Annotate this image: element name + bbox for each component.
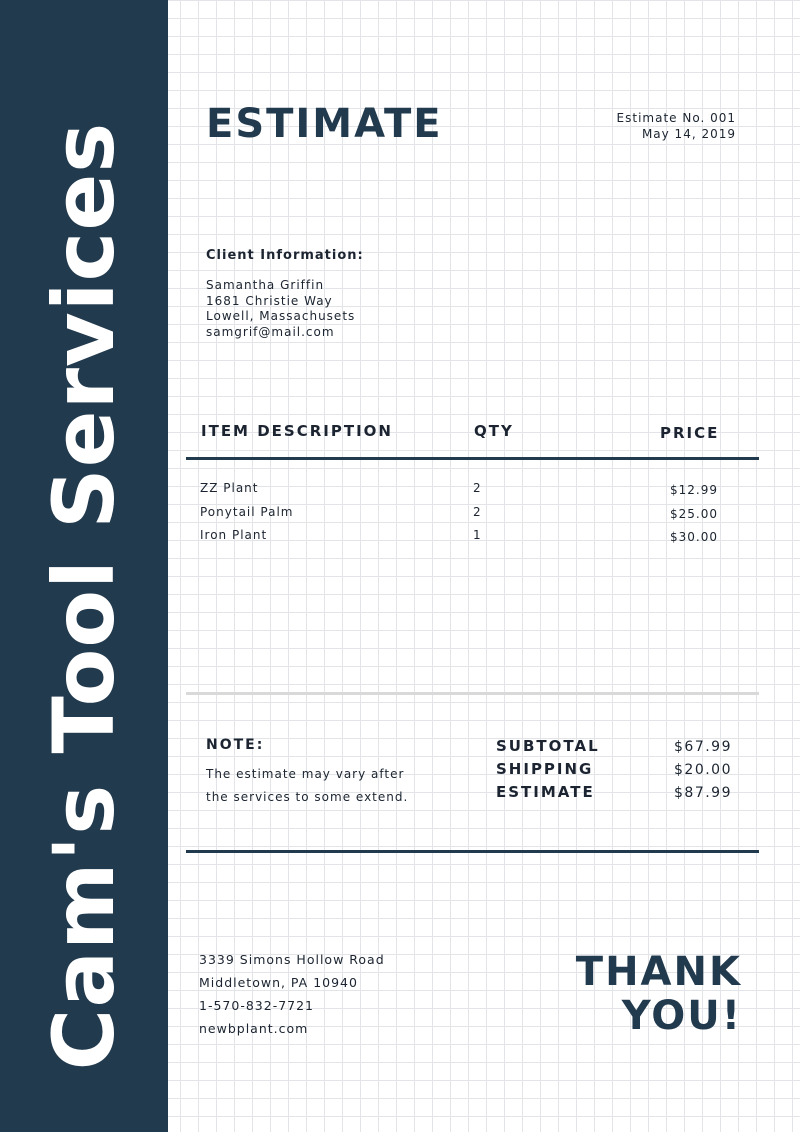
client-address-line2: Lowell, Massachusets [206,309,356,323]
items-table-body [0,481,800,552]
item-qty: 1 [473,528,482,542]
company-street: 3339 Simons Hollow Road [199,952,385,967]
item-description: Iron Plant [200,528,268,542]
company-contact [199,948,385,1040]
client-address-line1: 1681 Christie Way [206,293,333,308]
client-info [206,278,355,340]
note-line: the services to some extend. [206,790,409,804]
document-title: ESTIMATE [206,101,443,147]
brand-name: Cam's Tool Services [35,121,133,1071]
estimate-number: Estimate No. 001 [616,111,736,125]
item-price: $25.00 [670,506,718,521]
column-header-price: PRICE [660,424,720,442]
subtotal-value: $67.99 [674,739,732,755]
client-name: Samantha Griffin [206,278,325,292]
company-phone: 1-570-832-7721 [199,998,315,1013]
shipping-label: SHIPPING [496,760,594,778]
note-body [206,763,436,809]
item-price: $12.99 [670,483,718,497]
thank-you-message [576,950,742,1038]
thank-you-line: THANK [575,949,742,995]
client-email: samgrif@mail.com [206,324,335,339]
column-header-description: ITEM DESCRIPTION [201,422,393,440]
table-end-divider [186,692,759,695]
totals-labels [496,735,600,804]
company-city: Middletown, PA 10940 [199,975,358,990]
note-line: The estimate may vary after [206,767,405,781]
item-description: Ponytail Palm [200,504,294,519]
table-header-divider [186,457,759,460]
totals-divider [186,850,759,853]
client-info-heading: Client Information: [206,248,364,263]
subtotal-label: SUBTOTAL [496,737,600,755]
column-header-qty: QTY [474,422,514,440]
totals-values [674,736,732,805]
table-row [0,528,800,552]
estimate-meta [617,110,736,142]
item-description: ZZ Plant [200,481,259,495]
item-qty: 2 [473,481,482,495]
estimate-total-value: $87.99 [674,785,732,801]
estimate-total-label: ESTIMATE [496,783,595,801]
brand-sidebar [0,0,168,1132]
item-price: $30.00 [670,530,718,544]
table-row [0,481,800,505]
company-website: newbplant.com [199,1021,309,1036]
shipping-value: $20.00 [674,762,732,778]
estimate-date: May 14, 2019 [641,127,736,141]
table-row [0,505,800,529]
item-qty: 2 [473,504,482,519]
thank-you-line: YOU! [621,993,742,1039]
note-heading: NOTE: [206,737,265,753]
